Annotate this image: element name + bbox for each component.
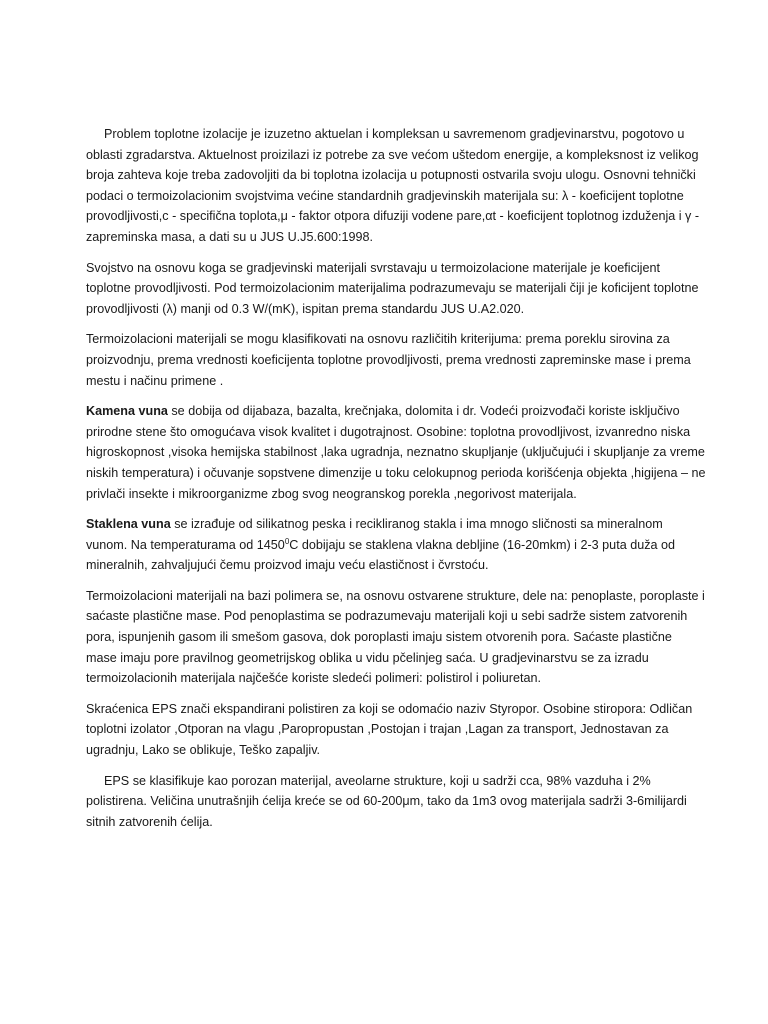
glass-wool-text-b: C dobijaju se staklena vlakna debljine (16-20mkm) i 2-3 puta duža od mineralnih, zahvaljujući čemu proizvod imaju veću elastičnost i čvrstoću. — [86, 537, 676, 573]
term-stone-wool: Kamena vuna — [86, 404, 168, 419]
glass-wool-text-a: se izrađuje od silikatnog peska i recikliranog stakla i ima mnogo sličnosti sa mineralnom vunom. Na temperaturama od 1450 — [86, 517, 663, 552]
document-page — [86, 124, 706, 842]
paragraph-thermal-conductivity: Svojstvo na osnovu koga se gradjevinski materijali svrstavaju u termoizolacione materijale je koeficijent toplotne provodljivosti. Pod termoizolacionim materijalima podrazumevaju se materijali čiji je koficijent toplotne provodljivosti (λ) manji od 0.3 W/(mK), ispitan prema standardu JUS U.A2.020. — [86, 260, 699, 316]
paragraph-eps-structure: EPS se klasifikuje kao porozan materijal, aveolarne strukture, koji u sadrži cca, 98% vazduha i 2% polistirena. Veličina unutrašnjih ćelija kreće se od 60-200μm, tako da 1m3 ovog materijala sadrži 3-6milijardi sitnih zatvorenih ćelija. — [86, 773, 687, 829]
paragraph-stone-wool — [86, 401, 706, 504]
paragraph-glass-wool — [86, 514, 706, 576]
paragraph-eps-definition: Skraćenica EPS znači ekspandirani polistiren za koji se odomaćio naziv Styropor. Osobine stiropora: Odličan toplotni izolator ,Otporan na vlagu ,Paropropustan ,Postojan i trajan ,Lagan za transport, Jednostavan za ugradnju, Lako se oblikuje, Teško zapaljiv. — [86, 701, 693, 758]
stone-wool-text: se dobija od dijabaza, bazalta, krečnjaka, dolomita i dr. Vodeći proizvođači koriste isključivo prirodne stene što omogućava visok kvalitet i dugotrajnost. Osobine: toplotna provodljivost, izvanredno niska higroskopnost ,visoka hemijska stabilnost ,laka ugradnja, neznatno skupljanje (uključujući i skupljanje za vreme niskih temperatura) i očuvanje sopstvene dimenzije u toku celokupnog perioda korišćenja objekta ,higijena – ne privlači insekte i mikroorganizme zbog svog neogranskog porekla ,negorivost materijala. — [86, 404, 706, 501]
paragraph-classification: Termoizolacioni materijali se mogu klasifikovati na osnovu različitih kriterijuma: prema poreklu sirovina za proizvodnju, prema vrednosti koeficijenta toplotne provodljivosti, prema vrednosti zapreminske mase i prema mestu i načinu primene . — [86, 332, 691, 388]
term-glass-wool: Staklena vuna — [86, 517, 171, 532]
paragraph-polymers: Termoizolacioni materijali na bazi polimera se, na osnovu ostvarene strukture, dele na: penoplaste, poroplaste i saćaste plastične mase. Pod penoplastima se podrazumevaju materijali koji u sebi sadrže sistem zatvorenih pora, ispunjenih gasom ili smešom gasova, dok poroplasti imaju sistem otvorenih pora. Saćaste plastične mase imaju pore pravilnog geometrijskog oblika u vidu pčelinjeg saća. U gradjevinarstvu se za izradu termoizolacionih materijala najčešće koriste sledeći polimeri: polistirol i poliuretan. — [86, 588, 705, 686]
degree-superscript: 0 — [284, 536, 290, 546]
paragraph-intro: Problem toplotne izolacije je izuzetno aktuelan i kompleksan u savremenom gradjevinarstvu, pogotovo u oblasti zgradarstva. Aktuelnost proizilazi iz potrebe za sve većom uštedom energije, a kompleksnost iz velikog broja zahteva koje treba zadovoljiti da bi toplotna izolacija u potupnosti ostvarila svoju ulogu. Osnovni tehnički podaci o termoizolacionim svojstvima većine standardnih gradjevinskih materijala su: λ - koeficijent toplotne provodljivosti,c - specifična toplota,μ - faktor otpora difuziji vodene pare,αt - koeficijent toplotnog izduženja i γ - zapreminska masa, a dati su u JUS U.J5.600:1998. — [86, 127, 700, 244]
